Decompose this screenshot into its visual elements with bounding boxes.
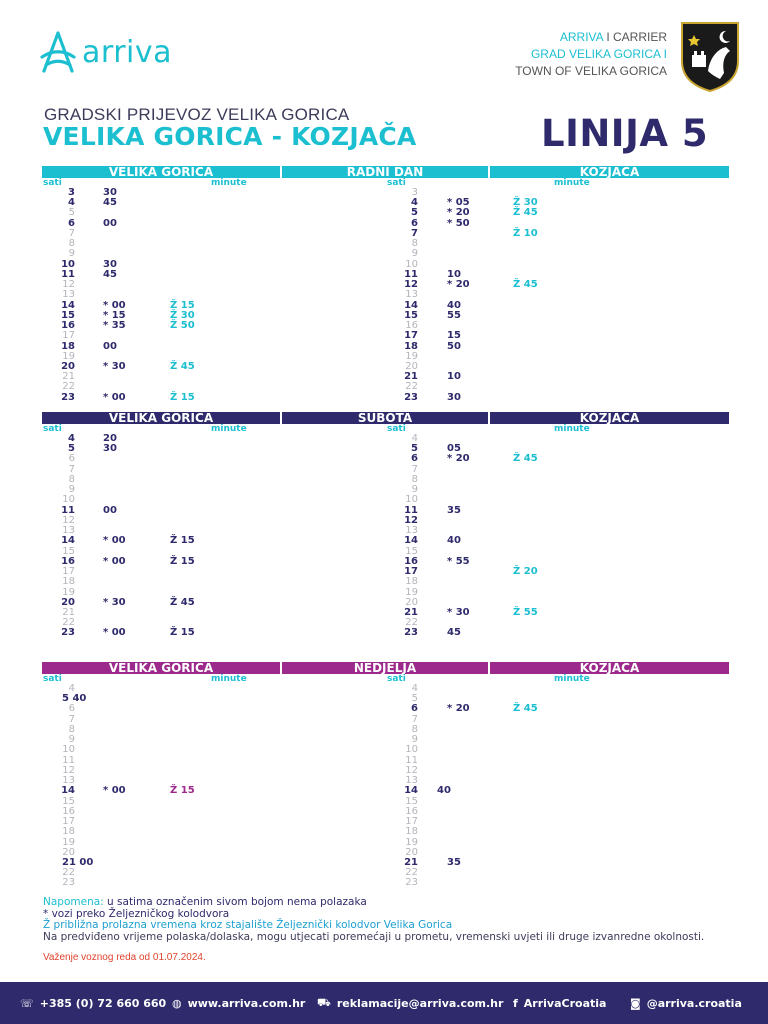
hour-cell: 21 <box>404 371 418 383</box>
hour-cell: 4 <box>411 683 418 694</box>
minute-cell-z: Ž 30 <box>170 309 195 321</box>
minute-cell: 30 <box>103 258 117 270</box>
hour-cell: 18 <box>61 340 75 352</box>
hour-cell: 13 <box>405 775 418 787</box>
hour-cell: 22 <box>62 617 75 629</box>
minute-cell: * 30 <box>103 596 126 608</box>
minute-cell: 45 <box>447 627 461 639</box>
minute-cell-z: Ž 45 <box>513 207 538 219</box>
footer-instagram[interactable] <box>630 982 742 1024</box>
minute-label-right: minute <box>554 424 590 434</box>
hour-cell: 15 <box>61 309 75 321</box>
hour-cell: 15 <box>404 309 418 321</box>
minute-cell: * 50 <box>447 217 470 229</box>
sati-label-left: sati <box>43 178 62 188</box>
minute-cell-z: Ž 45 <box>513 703 538 715</box>
header-to: KOZJAČA <box>490 412 729 424</box>
hour-cell: 9 <box>68 484 75 496</box>
hour-cell: 4 <box>68 683 75 694</box>
minute-label-right: minute <box>554 178 590 188</box>
minute-label-left: minute <box>211 178 247 188</box>
hour-cell: 8 <box>68 723 75 735</box>
hour-cell: 8 <box>411 473 418 485</box>
hour-cell: 16 <box>62 805 75 817</box>
hour-cell: 21 00 <box>62 856 94 868</box>
hour-cell: 17 <box>404 330 418 342</box>
hour-cell: 21 <box>404 856 418 868</box>
hour-cell: 18 <box>62 826 75 838</box>
minute-cell: 45 <box>103 197 117 209</box>
hour-cell: 10 <box>405 494 418 506</box>
minute-cell-z: Ž 15 <box>170 555 195 567</box>
hour-cell: 4 <box>68 433 75 444</box>
sati-label-right: sati <box>387 674 406 684</box>
minute-cell: * 20 <box>447 703 470 715</box>
minute-cell: 40 <box>447 535 461 547</box>
hour-cell: 23 <box>61 391 75 403</box>
hour-cell: 13 <box>405 525 418 537</box>
hour-cell: 11 <box>62 754 75 766</box>
hour-cell: 15 <box>405 545 418 557</box>
minute-cell-z: Ž 15 <box>170 391 195 403</box>
globe-icon: ◍ <box>172 996 182 1010</box>
hour-cell: 6 <box>68 453 75 465</box>
hour-cell: 23 <box>61 627 75 639</box>
hour-cell: 18 <box>62 576 75 588</box>
minute-cell-z: Ž 15 <box>170 535 195 547</box>
hour-cell: 13 <box>62 289 75 301</box>
carrier-info <box>515 29 667 80</box>
hour-cell: 22 <box>405 867 418 879</box>
hour-cell: 12 <box>62 514 75 526</box>
minute-cell: 35 <box>447 504 461 516</box>
section-sunday <box>42 662 729 889</box>
hour-cell: 14 <box>61 785 75 797</box>
hour-cell: 6 <box>68 217 75 229</box>
minute-cell: 35 <box>447 856 461 868</box>
minute-cell: 30 <box>447 391 461 403</box>
note-gray-hours: u satima označenim sivom bojom nema polazaka <box>103 896 367 908</box>
phone-icon: ☏ <box>20 996 34 1010</box>
hour-cell: 15 <box>62 795 75 807</box>
header-day: SUBOTA <box>282 412 488 424</box>
hour-cell: 5 <box>68 443 75 455</box>
minute-cell-z: Ž 55 <box>513 606 538 618</box>
hour-cell: 13 <box>62 525 75 537</box>
sati-label-right: sati <box>387 424 406 434</box>
minute-cell-z: Ž 15 <box>170 627 195 639</box>
hour-cell: 10 <box>61 258 75 270</box>
minute-cell: * 20 <box>447 279 470 291</box>
hour-cell: 4 <box>411 197 418 209</box>
minute-cell: 05 <box>447 443 461 455</box>
hour-cell: 19 <box>405 836 418 848</box>
hour-cell: 13 <box>405 289 418 301</box>
hour-cell: 14 <box>61 535 75 547</box>
hour-cell: 8 <box>411 723 418 735</box>
minute-cell: * 35 <box>103 320 126 332</box>
column-headers <box>42 178 729 188</box>
hour-cell: 6 <box>411 703 418 715</box>
hour-cell: 22 <box>405 381 418 393</box>
header-day: NEDJELJA <box>282 662 488 674</box>
hour-cell: 12 <box>62 764 75 776</box>
minute-cell: * 00 <box>103 391 126 403</box>
arriva-logo <box>38 30 172 74</box>
hour-cell: 23 <box>404 627 418 639</box>
sati-label-right: sati <box>387 178 406 188</box>
hour-cell: 16 <box>61 320 75 332</box>
hour-cell: 8 <box>411 238 418 250</box>
hour-cell: 17 <box>62 330 75 342</box>
hour-cell: 20 <box>61 596 75 608</box>
minute-label-right: minute <box>554 674 590 684</box>
section-header <box>42 166 729 178</box>
arriva-logo-icon <box>38 30 78 74</box>
hour-cell: 19 <box>62 350 75 362</box>
hour-cell: 12 <box>404 514 418 526</box>
hour-cell: 7 <box>411 463 418 475</box>
hour-cell: 7 <box>411 713 418 725</box>
bus-icon: ⛟ <box>317 995 331 1009</box>
footer-facebook-text: ArrivaCroatia <box>523 996 607 1010</box>
minute-cell: 45 <box>103 268 117 280</box>
minute-cell: * 00 <box>103 535 126 547</box>
hour-cell: 5 <box>68 207 75 219</box>
minute-cell-z: Ž 20 <box>513 566 538 578</box>
minute-cell: * 00 <box>103 627 126 639</box>
facebook-icon: f <box>513 996 518 1010</box>
minute-cell: 40 <box>437 785 451 797</box>
hour-cell: 19 <box>62 586 75 598</box>
hour-cell: 9 <box>411 484 418 496</box>
hour-cell: 22 <box>62 867 75 879</box>
footer-phone-text: +385 (0) 72 660 660 <box>39 996 167 1010</box>
hour-cell: 5 <box>411 693 418 705</box>
hour-cell: 3 <box>68 187 75 198</box>
note-star: * vozi preko Željezničkog kolodvora <box>43 907 230 920</box>
hour-cell: 17 <box>405 816 418 828</box>
hour-cell: 22 <box>405 617 418 629</box>
minute-cell: 00 <box>103 504 117 516</box>
hour-cell: 13 <box>62 775 75 787</box>
minute-cell-z: Ž 45 <box>513 279 538 291</box>
validity-date: Važenje voznog reda od 01.07.2024. <box>43 952 206 963</box>
footer-email-text: reklamacije@arriva.com.hr <box>336 996 504 1010</box>
hour-cell: 9 <box>68 248 75 260</box>
carrier-town-en: TOWN OF VELIKA GORICA <box>515 64 667 78</box>
header-to: KOZJAČA <box>490 166 729 178</box>
hour-cell: 17 <box>62 816 75 828</box>
header-to: KOZJAČA <box>490 662 729 674</box>
hour-cell: 10 <box>405 258 418 270</box>
header-from: VELIKA GORICA <box>42 412 280 424</box>
hour-cell: 10 <box>405 744 418 756</box>
minute-cell: * 00 <box>103 555 126 567</box>
minute-cell: 40 <box>447 299 461 311</box>
hour-cell: 11 <box>405 754 418 766</box>
carrier-arriva: ARRIVA <box>559 30 603 44</box>
carrier-town-hr: GRAD VELIKA GORICA I <box>530 47 667 61</box>
minute-cell: 20 <box>103 433 117 444</box>
hour-cell: 20 <box>61 360 75 372</box>
minute-cell-z: Ž 45 <box>513 453 538 465</box>
section-header <box>42 412 729 424</box>
hour-cell: 5 40 <box>62 693 87 705</box>
minute-cell: * 00 <box>103 299 126 311</box>
hour-cell: 20 <box>405 846 418 858</box>
hour-cell: 4 <box>68 197 75 209</box>
hour-cell: 19 <box>62 836 75 848</box>
hour-cell: 11 <box>61 504 75 516</box>
minute-cell-z: Ž 45 <box>170 596 195 608</box>
hour-cell: 7 <box>68 713 75 725</box>
hour-cell: 7 <box>68 227 75 239</box>
minute-cell: * 00 <box>103 785 126 797</box>
hour-cell: 12 <box>62 279 75 291</box>
hour-cell: 17 <box>62 566 75 578</box>
hour-cell: 14 <box>404 299 418 311</box>
minute-cell: * 20 <box>447 453 470 465</box>
footer-instagram-text: @arriva.croatia <box>646 996 742 1010</box>
hour-cell: 14 <box>61 299 75 311</box>
hour-cell: 8 <box>68 473 75 485</box>
minute-cell-z: Ž 10 <box>513 227 538 239</box>
hour-cell: 11 <box>61 268 75 280</box>
note-z: Ž približna prolazna vremena kroz stajalište Željeznički kolodvor Velika Gorica <box>43 919 453 932</box>
hour-cell: 5 <box>411 207 418 219</box>
notes-label: Napomena: <box>43 896 104 908</box>
footer-website[interactable] <box>172 982 305 1024</box>
velika-gorica-crest-icon <box>680 21 740 93</box>
minute-cell-z: Ž 50 <box>170 320 195 332</box>
header-from: VELIKA GORICA <box>42 166 280 178</box>
subtitle: GRADSKI PRIJEVOZ VELIKA GORICA <box>44 105 350 124</box>
hour-cell: 3 <box>411 187 418 198</box>
minute-cell: 15 <box>447 330 461 342</box>
instagram-icon: ◙ <box>630 996 641 1010</box>
sati-label-left: sati <box>43 674 62 684</box>
hour-cell: 15 <box>62 545 75 557</box>
hour-cell: 11 <box>404 504 418 516</box>
minute-cell: 30 <box>103 187 117 198</box>
section-saturday <box>42 412 729 639</box>
footer-email[interactable] <box>317 982 503 1024</box>
hour-cell: 18 <box>404 340 418 352</box>
route-title: VELIKA GORICA - KOZJAČA <box>43 122 417 151</box>
hour-cell: 16 <box>405 320 418 332</box>
footer-phone[interactable] <box>20 982 166 1024</box>
hour-cell: 23 <box>62 877 75 889</box>
hour-cell: 20 <box>405 360 418 372</box>
hour-cell: 6 <box>411 217 418 229</box>
hour-cell: 16 <box>404 555 418 567</box>
minute-cell: 00 <box>103 217 117 229</box>
minute-cell: * 30 <box>103 360 126 372</box>
hour-cell: 8 <box>68 238 75 250</box>
minute-cell-z: Ž 15 <box>170 785 195 797</box>
minute-cell: * 15 <box>103 309 126 321</box>
hour-cell: 15 <box>405 795 418 807</box>
hour-cell: 12 <box>404 279 418 291</box>
carrier-label: I CARRIER <box>602 30 667 44</box>
hour-cell: 9 <box>411 248 418 260</box>
section-weekday <box>42 166 729 403</box>
hour-cell: 19 <box>405 586 418 598</box>
hour-cell: 19 <box>405 350 418 362</box>
hour-cell: 16 <box>405 805 418 817</box>
header-day: RADNI DAN <box>282 166 488 178</box>
hour-cell: 20 <box>405 596 418 608</box>
hour-cell: 5 <box>411 443 418 455</box>
hour-cell: 7 <box>68 463 75 475</box>
minute-cell: 00 <box>103 340 117 352</box>
hour-cell: 4 <box>411 433 418 444</box>
hour-cell: 9 <box>411 734 418 746</box>
hour-cell: 21 <box>62 371 75 383</box>
column-headers <box>42 424 729 434</box>
minute-cell: 10 <box>447 268 461 280</box>
hour-cell: 23 <box>404 391 418 403</box>
column-headers <box>42 674 729 684</box>
sati-label-left: sati <box>43 424 62 434</box>
hour-cell: 12 <box>405 764 418 776</box>
hour-cell: 16 <box>61 555 75 567</box>
hour-cell: 7 <box>411 227 418 239</box>
minute-label-left: minute <box>211 424 247 434</box>
hour-cell: 20 <box>62 846 75 858</box>
notes <box>43 897 733 943</box>
minute-cell: * 30 <box>447 606 470 618</box>
hour-cell: 10 <box>62 494 75 506</box>
hour-cell: 23 <box>405 877 418 889</box>
section-header <box>42 662 729 674</box>
minute-cell: * 20 <box>447 207 470 219</box>
hour-cell: 22 <box>62 381 75 393</box>
footer-web-text: www.arriva.com.hr <box>187 996 306 1010</box>
minute-cell: 30 <box>103 443 117 455</box>
line-number: LINIJA 5 <box>541 112 709 155</box>
hour-cell: 21 <box>62 606 75 618</box>
hour-cell: 14 <box>404 785 418 797</box>
minute-cell-z: Ž 15 <box>170 299 195 311</box>
hour-cell: 11 <box>404 268 418 280</box>
hour-cell: 10 <box>62 744 75 756</box>
hour-cell: 6 <box>68 703 75 715</box>
header-from: VELIKA GORICA <box>42 662 280 674</box>
minute-cell: * 05 <box>447 197 470 209</box>
minute-label-left: minute <box>211 674 247 684</box>
footer <box>0 982 768 1024</box>
hour-cell: 6 <box>411 453 418 465</box>
note-disclaimer: Na predviđeno vrijeme polaska/dolaska, mogu utjecati poremećaji u prometu, vremenski uvjeti ili druge izvanredne okolnosti. <box>43 930 705 943</box>
hour-cell: 14 <box>404 535 418 547</box>
brand-name: arriva <box>82 34 172 70</box>
hour-cell: 9 <box>68 734 75 746</box>
minute-cell: * 55 <box>447 555 470 567</box>
hour-cell: 17 <box>404 566 418 578</box>
hour-cell: 21 <box>404 606 418 618</box>
minute-cell: 50 <box>447 340 461 352</box>
minute-cell: 55 <box>447 309 461 321</box>
minute-cell-z: Ž 30 <box>513 197 538 209</box>
minute-cell-z: Ž 45 <box>170 360 195 372</box>
hour-cell: 18 <box>405 576 418 588</box>
footer-facebook[interactable] <box>513 982 606 1024</box>
hour-cell: 18 <box>405 826 418 838</box>
minute-cell: 10 <box>447 371 461 383</box>
